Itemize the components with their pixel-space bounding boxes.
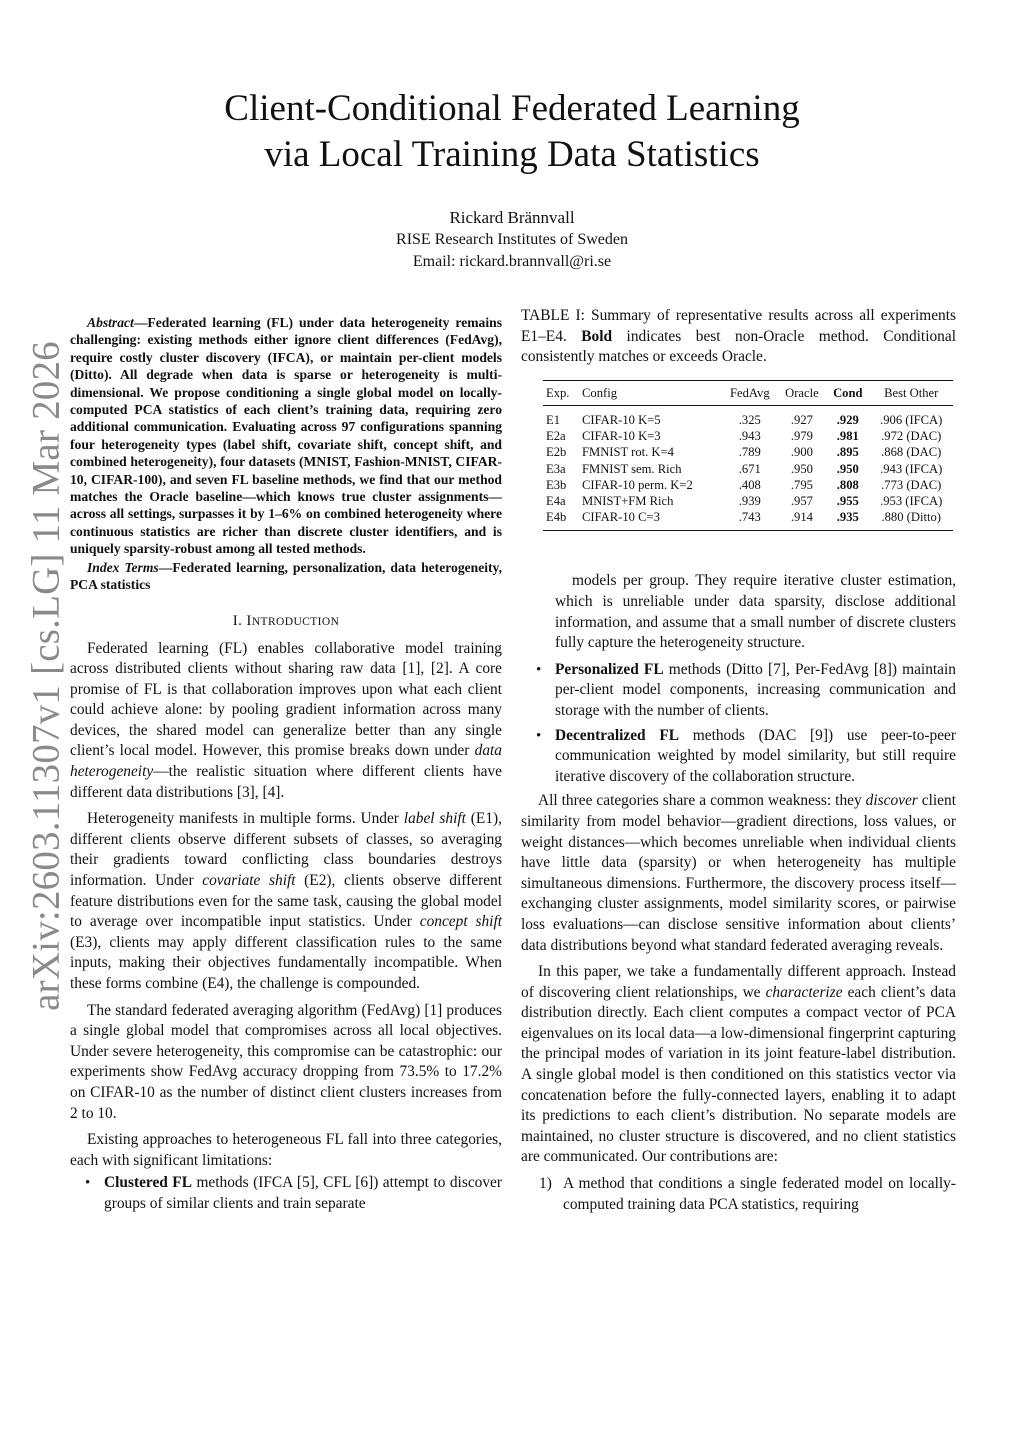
- paragraph: All three categories share a common weakness: they discover client similarity from model behavior—gradient directions, loss values, or weight distances—which becomes unreliable when individual clients have little data (sparsity) or when heterogeneity has multiple simultaneous dimensions. Furthermore, the discovery process itself—exchanging cluster assignments, model similarity scores, or pairwise loss evaluations—can disclose sensitive information about clients’ data distributions beyond what standard federated averaging reveals.: [521, 792, 956, 954]
- bullet-continuation: models per group. They require iterative cluster estimation, which is unreliable under data sparsity, disclose additional information, and assume that a small number of discrete clusters fully capture the heterogeneity structure.: [555, 572, 956, 652]
- paragraph: Existing approaches to heterogeneous FL fall into three categories, each with significant limitations:: [70, 1131, 502, 1169]
- bullet-list: [70, 1173, 502, 1214]
- table-row: E1 CIFAR-10 K=5 .325 .927 .929 .906 (IFCA): [546, 412, 943, 427]
- index-terms-label: Index Terms: [87, 559, 159, 575]
- abstract-text: —Federated learning (FL) under data heterogeneity remains challenging: existing methods either ignore client differences (FedAvg), require costly cluster discovery (IFCA), or maintain per-client models (Ditto). All degrade when data is sparse or heterogeneity is multi-dimensional. We propose conditioning a single global model on locally-computed PCA statistics of each client’s training data, requiring zero additional communication. Evaluating across 97 configurations spanning four heterogeneity types (label shift, covariate shift, concept shift, and combined heterogeneity), four datasets (MNIST, Fashion-MNIST, CIFAR-10, CIFAR-100), and seven FL baseline methods, we find that our method matches the Oracle baseline—which knows true cluster assignments—across all settings, surpasses it by 1–6% on combined heterogeneity where continuous statistics are richer than discrete cluster identifiers, and is uniquely sparsity-robust among all tested methods.: [70, 315, 502, 557]
- table-row: E3a FMNIST sem. Rich .671 .950 .950 .943 (IFCA): [546, 461, 943, 476]
- list-item: 1) A method that conditions a single federated model on locally-computed training data PCA statistics, requiring: [539, 1175, 956, 1213]
- index-terms: [70, 559, 502, 594]
- title-line-1: Client-Conditional Federated Learning: [224, 88, 800, 129]
- introduction-body-right: [521, 571, 956, 1215]
- header-fedavg: FedAvg: [729, 385, 770, 400]
- header-cond: Cond: [833, 385, 863, 400]
- introduction-body-left: [70, 639, 502, 1215]
- bullet-list: [521, 660, 956, 788]
- bullet-icon: •: [536, 661, 542, 678]
- bullet-icon: •: [85, 1175, 91, 1192]
- paragraph: In this paper, we take a fundamentally different approach. Instead of discovering client relationships, we characterize each client’s data distribution directly. Each client computes a compact vector of PCA eigenvalues on its local data—a low-dimensional fingerprint capturing the principal modes of variation in its joint feature-label distribution. A single global model is then conditioned on this statistics vector via concatenation before the fully-connected layers, enabling it to adapt its predictions to each client’s distribution. No separate models are maintained, no cluster structure is discovered, and no client statistics are communicated. Our contributions are:: [521, 963, 956, 1166]
- arxiv-margin-stamp: arXiv:2603.11307v1 [cs.LG] 11 Mar 2026: [24, 341, 68, 1011]
- contributions-list: [521, 1174, 956, 1215]
- paragraph: Heterogeneity manifests in multiple forms. Under label shift (E1), different clients observe different subsets of classes, so averaging their gradients toward conflicting class boundaries destroys information. Under covariate shift (E2), clients observe different feature distributions even for the same task, causing the global model to average over incompatible input statistics. Under concept shift (E3), clients may apply different classification rules to the same inputs, making their objectives fundamentally incompatible. When these forms combine (E4), the challenge is compounded.: [70, 810, 503, 992]
- paragraph: The standard federated averaging algorithm (FedAvg) [1] produces a single global model that compromises across all local objectives. Under severe heterogeneity, this compromise can be catastrophic: our experiments show FedAvg accuracy dropping from 73.5% to 17.2% on CIFAR-10 as the number of distinct client clusters increases from 2 to 10.: [70, 1001, 502, 1122]
- header-config: Config: [582, 385, 617, 400]
- list-item: • Personalized FL methods (Ditto [7], Per-FedAvg [8]) maintain per-client model components, increasing communication and storage with the number of clients.: [536, 660, 956, 719]
- list-item: • Clustered FL methods (IFCA [5], CFL [6]) attempt to discover groups of similar clients and train separate: [85, 1174, 503, 1212]
- table-caption: TABLE I: Summary of representative results across all experiments E1–E4. Bold indicates best non-Oracle method. Conditional consistently matches or exceeds Oracle.: [521, 307, 956, 366]
- bullet-icon: •: [536, 727, 542, 744]
- author-affiliation: RISE Research Institutes of Sweden: [396, 231, 628, 248]
- header-oracle: Oracle: [785, 385, 819, 400]
- header-best-other: Best Other: [884, 385, 939, 400]
- table-row: E4b CIFAR-10 C=3 .743 .914 .935 .880 (Ditto): [543, 509, 953, 531]
- list-item: • Decentralized FL methods (DAC [9]) use peer-to-peer communication weighted by model similarity, but still require iterative discovery of the collaboration structure.: [536, 726, 956, 785]
- section-heading-introduction: I. INTRODUCTION: [232, 612, 340, 629]
- table-header-row: [543, 380, 953, 405]
- abstract: [70, 314, 502, 558]
- abstract-label: Abstract: [87, 315, 134, 330]
- left-column: [70, 314, 502, 1219]
- results-table: [543, 380, 953, 532]
- author-email: Email: rickard.brannvall@ri.se: [412, 253, 612, 270]
- title-line-2: via Local Training Data Statistics: [264, 134, 760, 175]
- header-exp: Exp.: [546, 385, 570, 400]
- table-row: E4a MNIST+FM Rich .939 .957 .955 .953 (IFCA): [546, 494, 943, 508]
- author-name: Rickard Brännvall: [449, 208, 575, 227]
- right-column: [521, 306, 956, 1215]
- index-terms-text: —Federated learning, personalization, data heterogeneity, PCA statistics: [70, 559, 502, 593]
- author-block: [0, 207, 1024, 273]
- table-row: E2b FMNIST rot. K=4 .789 .900 .895 .868 (DAC): [546, 445, 942, 460]
- table-row: E3b CIFAR-10 perm. K=2 .408 .795 .808 .773 (DAC): [546, 477, 942, 492]
- paper-title: [0, 86, 1024, 178]
- table-row: E2a CIFAR-10 K=3 .943 .979 .981 .972 (DAC): [546, 429, 942, 444]
- paragraph: Federated learning (FL) enables collaborative model training across distributed clients without sharing raw data [1], [2]. A core promise of FL is that collaboration improves upon what each client could achieve alone: by pooling gradient information across many devices, the shared model can generalize better than any single client’s local model. However, this promise breaks down under data heterogeneity—the realistic situation where different clients have different data distributions [3], [4].: [70, 639, 502, 801]
